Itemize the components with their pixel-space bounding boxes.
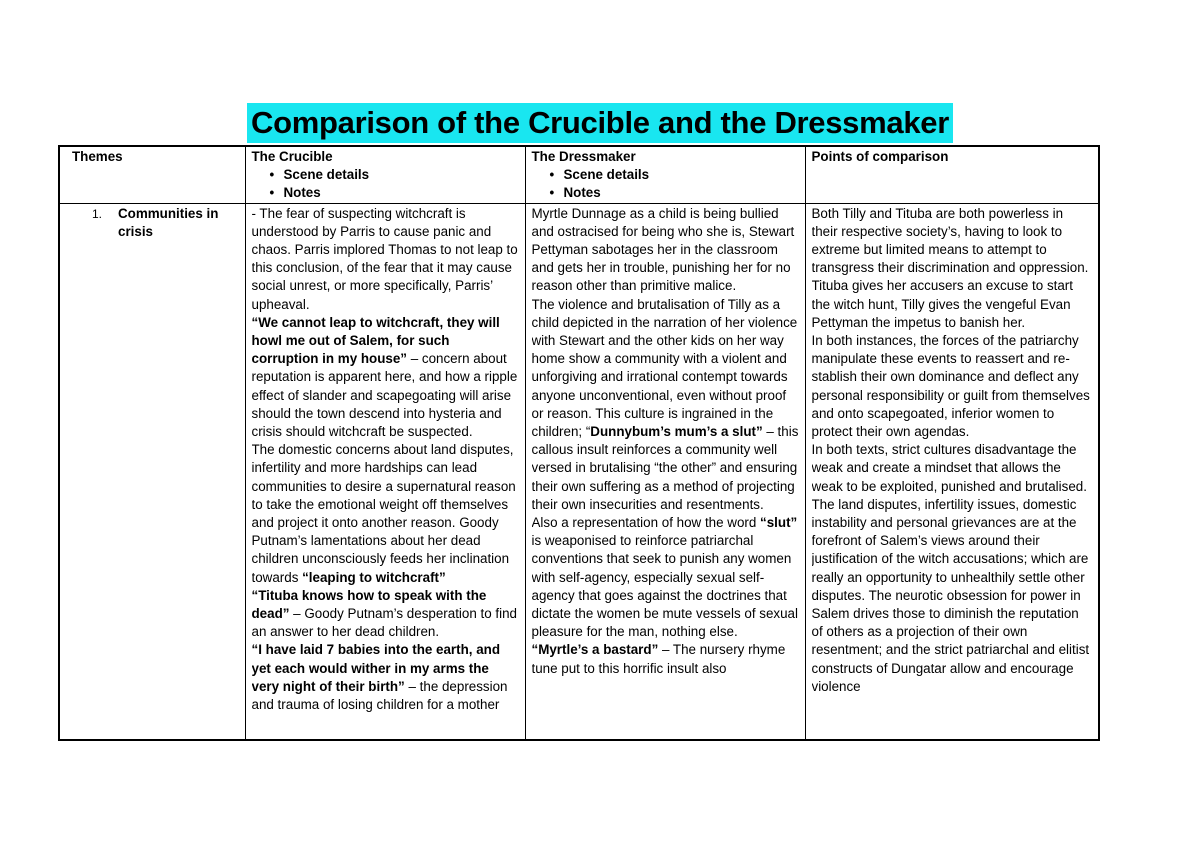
points-seg: In both texts, strict cultures disadvantage the weak and create a mindset that allows the weak to be exploited, punished and brutalised. The land disputes, infertility issues, domestic instability and personal grievances are at the forefront of Salem’s views around their justification of the witch accusations; which are really an opportunity to unhealthily settle other disputes. The neurotic obsession for power in Salem drives those to diminish the reputation of others as a projection of their own resentment; and the strict patriarchal and elitist constructs of Dungatar allow and encourage violence: [811, 442, 1090, 694]
points-cell: [805, 203, 1099, 740]
sub-item-scene-details: • Scene details: [554, 166, 799, 184]
header-dressmaker-label: The Dressmaker: [531, 149, 636, 164]
header-themes-label: Themes: [72, 149, 123, 164]
dressmaker-seg: The violence and brutalisation of Tilly as a child depicted in the narration of her violence with Stewart and the other kids on her way home show a community with a violent and unforgiving and irrational contempt towards anyone unconventional, even without proof or reason. This culture is ingrained in the children; “: [531, 296, 798, 440]
points-text: [812, 205, 1093, 739]
dressmaker-seg: – The nursery rhyme tune put to this horrific insult also: [531, 642, 786, 676]
theme-number: 1.: [92, 206, 103, 221]
header-dressmaker: [525, 146, 805, 203]
header-points-label: Points of comparison: [811, 149, 949, 164]
crucible-quote: “We cannot leap to witchcraft, they will howl me out of Salem, for such corruption in my house”: [251, 314, 500, 367]
dressmaker-sub-list: [532, 166, 799, 202]
header-crucible: [245, 146, 525, 203]
crucible-quote: “I have laid 7 babies into the earth, and yet each would wither in my arms the very night of their birth”: [251, 642, 501, 694]
crucible-seg: The domestic concerns about land disputes, infertility and more hardships can lead communities to desire a supernatural reason to take the emotional weight off themselves and project it onto another reason. Goody Putnam’s lamentations about her dead children unconsciously feeds her inclination towards: [251, 442, 516, 585]
header-crucible-label: The Crucible: [251, 149, 333, 164]
sub-item-notes: • Notes: [274, 184, 519, 202]
dressmaker-quote: “Myrtle’s a bastard”: [531, 642, 659, 658]
document-title: Comparison of the Crucible and the Dressmaker: [247, 103, 953, 143]
crucible-seg: - The fear of suspecting witchcraft is understood by Parris to cause panic and chaos. Parris implored Thomas to not leap to this conclusion, of the fear that it may cause social unrest, or more specifically, Parris’ upheaval.: [251, 205, 518, 312]
crucible-cell: [245, 203, 525, 740]
title-container: [0, 103, 1200, 143]
theme-list-item: [66, 205, 239, 241]
crucible-sub-list: [252, 166, 519, 202]
dressmaker-seg: Also a representation of how the word: [531, 515, 761, 531]
points-seg: In both instances, the forces of the patriarchy manipulate these events to reassert and re-stablish their own dominance and deflect any personal responsibility or guilt from themselves and onto scapegoated, inferior women to protect their own agendas.: [811, 333, 1090, 440]
dressmaker-seg: Myrtle Dunnage as a child is being bullied and ostracised for being who she is, Stewart Pettyman sabotages her in the classroom and gets her in trouble, punishing her for no reason other than primitive malice.: [531, 205, 795, 294]
dressmaker-seg: is weaponised to reinforce patriarchal conventions that seek to punish any women with self-agency, especially sexual self-agency that goes against the doctrines that dictate the women be mute vessels of sexual pleasure for the man, nothing else.: [531, 533, 798, 640]
header-row: [59, 146, 1099, 203]
dressmaker-cell: [525, 203, 805, 740]
dressmaker-quote: Dunnybum’s mum’s a slut”: [590, 424, 763, 440]
crucible-quote: “leaping to witchcraft”: [302, 569, 446, 585]
header-points: [805, 146, 1099, 203]
crucible-seg: – Goody Putnam’s desperation to find an answer to her dead children.: [251, 606, 517, 640]
points-seg: Both Tilly and Tituba are both powerless in their respective society’s, having to look to extreme but limited means to attempt to transgress their discrimination and oppression. Tituba gives her accusers an excuse to start the witch hunt, Tilly gives the vengeful Evan Pettyman the impetus to banish her.: [811, 205, 1089, 330]
crucible-text: [252, 205, 519, 739]
comparison-table: [58, 145, 1100, 741]
crucible-quote: “Tituba knows how to speak with the dead”: [251, 587, 487, 622]
crucible-seg: – concern about reputation is apparent here, and how a ripple effect of slander and scapegoating will arise should the town descend into hysteria and crisis should witchcraft be suspected.: [251, 351, 518, 440]
table-row: [59, 203, 1099, 740]
dressmaker-quote: “slut”: [760, 515, 798, 531]
dressmaker-seg: – this callous insult reinforces a community well versed in brutalising “the other” and ensuring their own suffering as a method of projecting their own insecurities and resentments.: [531, 424, 799, 512]
theme-label: Communities in crisis: [118, 205, 219, 239]
crucible-seg: – the depression and trauma of losing children for a mother: [251, 678, 508, 713]
dressmaker-text: [532, 205, 799, 739]
sub-item-notes: • Notes: [554, 184, 799, 202]
sub-item-scene-details: • Scene details: [274, 166, 519, 184]
header-themes: [59, 146, 245, 203]
theme-cell: [59, 203, 245, 740]
